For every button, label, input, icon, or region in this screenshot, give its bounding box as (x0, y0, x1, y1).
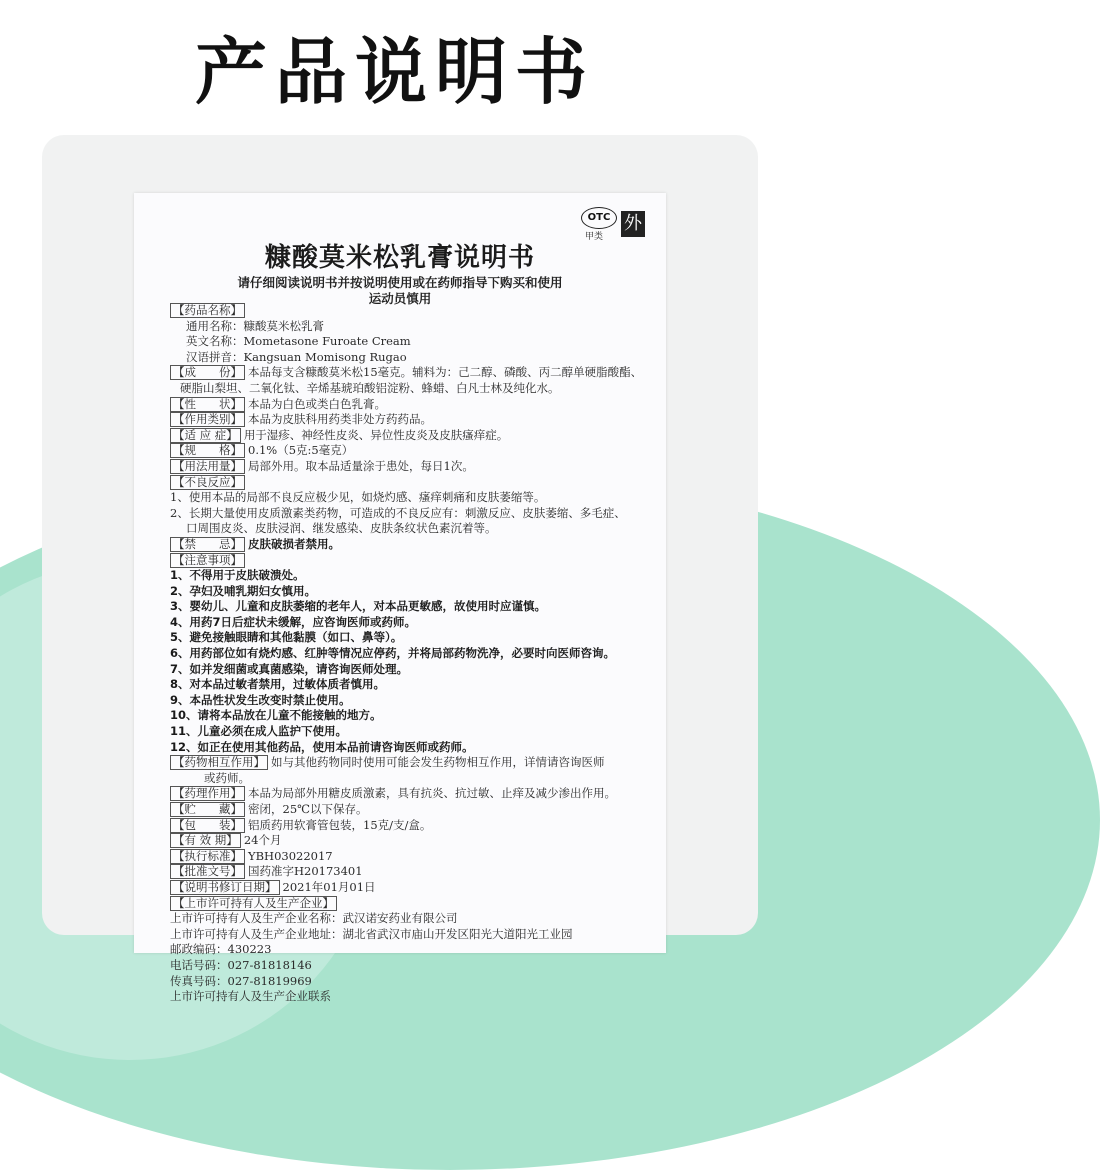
line-text: 7、如并发细菌或真菌感染，请咨询医师处理。 (170, 661, 408, 676)
line-text: 铝质药用软膏管包装，15克/支/盒。 (248, 817, 432, 832)
leaflet-line (170, 708, 660, 724)
line-text: 国药准字H20173401 (248, 864, 363, 879)
leaflet-line (170, 662, 660, 678)
leaflet-line (170, 365, 660, 381)
line-text: 12、如正在使用其他药品，使用本品前请咨询医师或药师。 (170, 739, 474, 754)
leaflet-line (170, 599, 660, 615)
section-label: 【规 格】 (170, 443, 245, 458)
leaflet-line (170, 584, 660, 600)
section-label: 【作用类别】 (170, 412, 245, 427)
content-card (42, 135, 758, 1004)
line-text: 传真号码：027-81819969 (170, 973, 312, 988)
section-label: 【药品名称】 (170, 303, 245, 318)
leaflet-line (170, 880, 660, 896)
leaflet-line (170, 459, 660, 475)
line-text: 汉语拼音：Kangsuan Momisong Rugao (186, 349, 407, 364)
leaflet-line (170, 350, 660, 366)
leaflet-line (170, 740, 660, 756)
line-text: 5、避免接触眼睛和其他黏膜（如口、鼻等）。 (170, 630, 403, 645)
line-text: 1、不得用于皮肤破溃处。 (170, 568, 305, 583)
section-label: 【药物相互作用】 (170, 755, 268, 770)
otc-class-label: 甲类 (585, 232, 604, 242)
leaflet-body (170, 303, 660, 1005)
otc-badge: OTC (581, 207, 617, 229)
athlete-warning: 运动员慎用 (368, 291, 432, 306)
line-text: 本品为白色或类白色乳膏。 (248, 396, 386, 411)
leaflet-line (170, 786, 660, 802)
leaflet-line (170, 818, 660, 834)
line-text: 2、孕妇及哺乳期妇女慎用。 (170, 583, 317, 598)
section-label: 【执行标准】 (170, 849, 245, 864)
line-text: 上市许可持有人及生产企业地址：湖北省武汉市庙山开发区阳光大道阳光工业园 (170, 926, 573, 941)
leaflet-line (170, 989, 660, 1005)
leaflet-line (170, 475, 660, 491)
line-text: 本品每支含糠酸莫米松15毫克。辅料为：己二醇、磷酸、丙二醇单硬脂酸酯、 (248, 365, 643, 380)
line-text: 局部外用。取本品适量涂于患处，每日1次。 (248, 458, 474, 473)
section-label: 【性 状】 (170, 397, 245, 412)
leaflet-line (170, 646, 660, 662)
line-text: 通用名称：糠酸莫米松乳膏 (186, 318, 324, 333)
line-text: 或药师。 (204, 770, 250, 785)
line-text: 上市许可持有人及生产企业名称：武汉诺安药业有限公司 (170, 911, 458, 926)
leaflet-line (170, 553, 660, 569)
line-text: 0.1%（5克:5毫克） (248, 443, 354, 458)
line-text: 9、本品性状发生改变时禁止使用。 (170, 692, 351, 707)
line-text: 10、请将本品放在儿童不能接触的地方。 (170, 708, 382, 723)
leaflet-line (170, 942, 660, 958)
leaflet-line (170, 896, 660, 912)
leaflet-line (170, 693, 660, 709)
line-text: 4、用药7日后症状未缓解，应咨询医师或药师。 (170, 614, 417, 629)
section-label: 【上市许可持有人及生产企业】 (170, 896, 337, 911)
section-label: 【批准文号】 (170, 864, 245, 879)
section-label: 【有 效 期】 (170, 833, 241, 848)
leaflet-line (170, 381, 660, 397)
line-text: 6、用药部位如有烧灼感、红肿等情况应停药，并将局部药物洗净，必要时向医师咨询。 (170, 646, 615, 661)
line-text: 本品为局部外用糖皮质激素，具有抗炎、抗过敏、止痒及减少渗出作用。 (248, 786, 616, 801)
leaflet-line (170, 490, 660, 506)
line-text: 1、使用本品的局部不良反应极少见，如烧灼感、瘙痒刺痛和皮肤萎缩等。 (170, 490, 546, 505)
leaflet-line (170, 412, 660, 428)
section-label: 【注意事项】 (170, 553, 245, 568)
leaflet-line (170, 927, 660, 943)
leaflet-line (170, 802, 660, 818)
warning-line: 请仔细阅读说明书并按说明使用或在药师指导下购买和使用 (237, 275, 563, 290)
section-label: 【适 应 症】 (170, 428, 241, 443)
leaflet-sheet (134, 193, 666, 1004)
leaflet-line (170, 537, 660, 553)
line-text: 3、婴幼儿、儿童和皮肤萎缩的老年人，对本品更敏感，故使用时应谨慎。 (170, 599, 546, 614)
line-text: YBH03022017 (248, 848, 333, 863)
leaflet-line (170, 724, 660, 740)
leaflet-line (170, 615, 660, 631)
section-label: 【用法用量】 (170, 459, 245, 474)
line-text: 皮肤破损者禁用。 (248, 536, 340, 551)
leaflet-line (170, 911, 660, 927)
line-text: 英文名称：Mometasone Furoate Cream (186, 334, 411, 349)
leaflet-line (170, 755, 660, 771)
section-label: 【不良反应】 (170, 475, 245, 490)
leaflet-line (170, 864, 660, 880)
line-text: 用于湿疹、神经性皮炎、异位性皮炎及皮肤瘙痒症。 (243, 427, 509, 442)
leaflet-line (170, 506, 660, 522)
line-text: 2021年01月01日 (282, 879, 376, 894)
leaflet-line (170, 958, 660, 974)
leaflet-line (170, 428, 660, 444)
leaflet-line (170, 397, 660, 413)
external-use-mark: 外 (621, 211, 645, 237)
section-label: 【禁 忌】 (170, 537, 245, 552)
document-title: 糠酸莫米松乳膏说明书 (264, 243, 535, 273)
section-label: 【药理作用】 (170, 786, 245, 801)
line-text: 11、儿童必须在成人监护下使用。 (170, 724, 348, 739)
line-text: 24个月 (243, 833, 282, 848)
section-label: 【说明书修订日期】 (170, 880, 280, 895)
line-text: 电话号码：027-81818146 (170, 957, 312, 972)
leaflet-line (170, 849, 660, 865)
leaflet-line (170, 303, 660, 319)
section-label: 【成 份】 (170, 365, 245, 380)
leaflet-line (170, 677, 660, 693)
leaflet-line (170, 833, 660, 849)
leaflet-line (170, 443, 660, 459)
line-text: 上市许可持有人及生产企业联系 (170, 989, 331, 1004)
leaflet-line (170, 568, 660, 584)
leaflet-line (170, 771, 660, 787)
line-text: 本品为皮肤科用药类非处方药药品。 (248, 412, 432, 427)
line-text: 2、长期大量使用皮质激素类药物，可造成的不良反应有：刺激反应、皮肤萎缩、多毛症、 (170, 505, 626, 520)
section-label: 【贮 藏】 (170, 802, 245, 817)
line-text: 如与其他药物同时使用可能会发生药物相互作用，详情请咨询医师 (271, 755, 605, 770)
line-text: 口周围皮炎、皮肤浸润、继发感染、皮肤条纹状色素沉着等。 (186, 521, 497, 536)
line-text: 邮政编码：430223 (170, 942, 272, 957)
line-text: 硬脂山梨坦、二氧化钛、辛烯基琥珀酸铝淀粉、蜂蜡、白凡士林及纯化水。 (180, 380, 560, 395)
leaflet-line (170, 319, 660, 335)
leaflet-line (170, 974, 660, 990)
leaflet-line (170, 521, 660, 537)
leaflet-line (170, 334, 660, 350)
line-text: 密闭，25℃以下保存。 (248, 802, 368, 816)
line-text: 8、对本品过敏者禁用，过敏体质者慎用。 (170, 677, 385, 692)
page-headline: 产品说明书 (194, 30, 595, 114)
leaflet-line (170, 630, 660, 646)
section-label: 【包 装】 (170, 818, 245, 833)
